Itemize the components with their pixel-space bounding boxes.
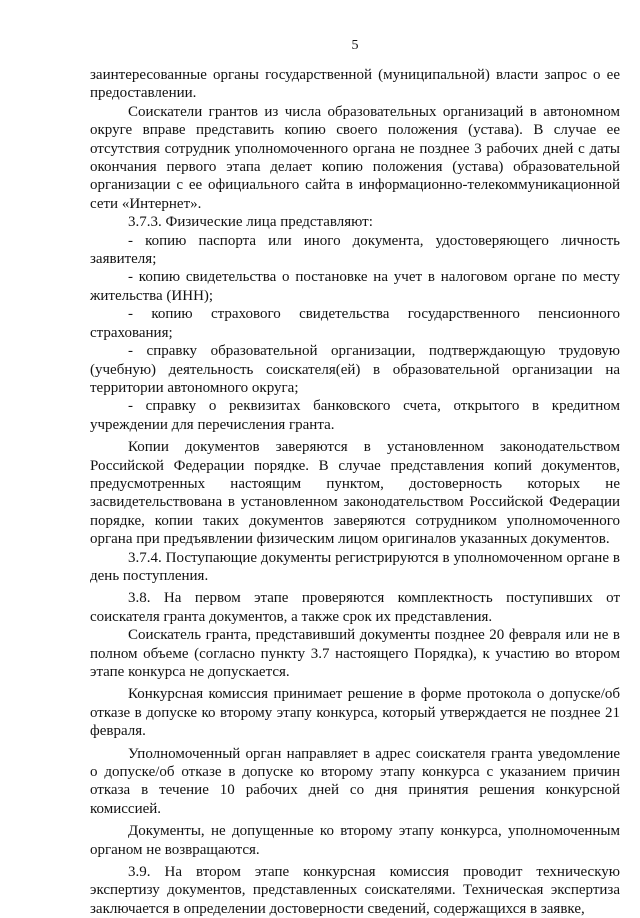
paragraph-applicants-charter: Соискатели грантов из числа образовательных организаций в автономном округе вправе представить копию своего положения (устава). В случае ее отсутствия сотрудник уполномоченного органа не позднее 3 рабочих дней с даты окончания первого этапа делает копию положения (устава) образовательной организации с ее официального сайта в информационно-телекоммуникационной сети «Интернет».: [90, 103, 620, 212]
paragraph-3-8: 3.8. На первом этапе проверяются комплектность поступивших от соискателя гранта документов, а также срок их представления.: [90, 590, 620, 625]
paragraph-3-7-4: 3.7.4. Поступающие документы регистрируются в уполномоченном органе в день поступления.: [90, 549, 620, 584]
paragraph-3-9: 3.9. На втором этапе конкурсная комиссия проводит техническую экспертизу документов, представленных соискателями. Техническая экспертиза заключается в определении достоверности сведений, содержащихся в заявке,: [90, 864, 620, 917]
list-item-employment-reference: - справку образовательной организации, подтверждающую трудовую (учебную) деятельность соискателя(ей) в образовательной организации на территории автономного округа;: [90, 343, 620, 396]
paragraph-late-submission: Соискатель гранта, представивший документы позднее 20 февраля или не в полном объеме (согласно пункту 3.7 настоящего Порядка), к участию во втором этапе конкурса не допускается.: [90, 627, 620, 680]
document-body: [90, 66, 620, 918]
page-number: 5: [351, 38, 359, 53]
list-item-pension-certificate: - копию страхового свидетельства государственного пенсионного страхования;: [90, 306, 620, 341]
paragraph-3-7-3-heading: 3.7.3. Физические лица представляют:: [128, 214, 373, 231]
paragraph-documents-not-returned: Документы, не допущенные ко второму этапу конкурса, уполномоченным органом не возвращаются.: [90, 823, 620, 858]
list-item-passport: - копию паспорта или иного документа, удостоверяющего личность заявителя;: [90, 232, 620, 268]
list-item-bank-details: - справку о реквизитах банковского счета, открытого в кредитном учреждении для перечисления гранта.: [90, 398, 620, 433]
list-item-inn: - копию свидетельства о постановке на учет в налоговом органе по месту жительства (ИНН);: [90, 269, 620, 304]
paragraph-continuation: заинтересованные органы государственной (муниципальной) власти запрос о ее предоставлении.: [90, 67, 620, 102]
paragraph-copies-certification: Копии документов заверяются в установленном законодательством Российской Федерации порядке. В случае представления копий документов, предусмотренных настоящим пунктом, достоверность которых не засвидетельствована в установленном законодательством Российской Федерации порядке, копии таких документов заверяются сотрудником уполномоченного органа при предъявлении физическим лицом оригиналов указанных документов.: [90, 439, 620, 548]
paragraph-commission-decision: Конкурсная комиссия принимает решение в форме протокола о допуске/об отказе в допуске ко второму этапу конкурса, который утверждается не позднее 21 февраля.: [90, 686, 620, 740]
paragraph-notification: Уполномоченный орган направляет в адрес соискателя гранта уведомление о допуске/об отказе в допуске ко второму этапу конкурса с указанием причин отказа в течение 10 рабочих дней со дня принятия решения конкурсной комиссией.: [90, 745, 620, 817]
